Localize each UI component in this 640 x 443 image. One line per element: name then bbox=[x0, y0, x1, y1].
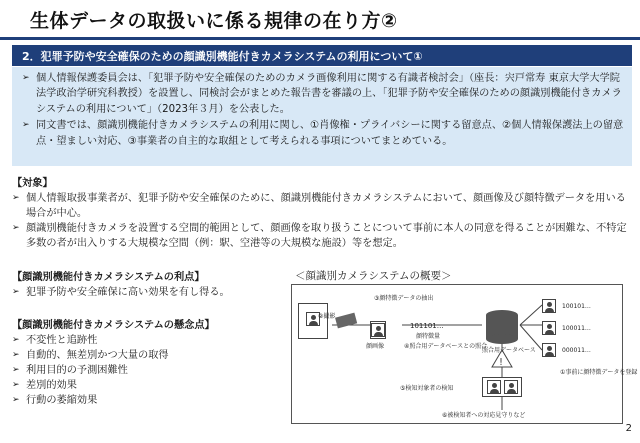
bullet-marker: ➢ bbox=[22, 73, 30, 83]
step-register: ①事前に顔特徴データを登録 bbox=[560, 369, 638, 376]
label-face-image: 顔画像 bbox=[366, 343, 385, 350]
registered-code: 000011… bbox=[562, 347, 591, 354]
person-icon bbox=[298, 303, 328, 339]
step-capture: ②撮影 bbox=[318, 313, 336, 320]
advantages-heading: 【顔識別機能付きカメラシステムの利点】 bbox=[12, 272, 205, 283]
section-header: 2．犯罪予防や安全確保のための顔識別機能付きカメラシステムの利用について① bbox=[12, 45, 632, 66]
concern-item: ➢ 自動的、無差別かつ大量の取得 bbox=[12, 350, 169, 361]
bullet-marker: ➢ bbox=[12, 395, 20, 405]
bullet-marker: ➢ bbox=[12, 193, 20, 203]
target-item: ➢ 個人情報取扱事業者が、犯罪予防や安全確保のために、顔識別機能付きカメラシステムにおいて、顔画像及び顔特徴データを用いる場合が中心。 bbox=[12, 193, 626, 219]
bullet-marker: ➢ bbox=[22, 120, 30, 131]
page-number: 2 bbox=[625, 423, 632, 434]
concerns-section bbox=[12, 318, 282, 408]
registered-face-icon bbox=[542, 343, 556, 357]
advantage-item: ➢ 犯罪予防や安全確保に高い効果を有し得る。 bbox=[12, 287, 230, 298]
advantages-section bbox=[12, 270, 282, 300]
bullet-marker: ➢ bbox=[12, 380, 20, 390]
registered-code: 100101… bbox=[562, 303, 591, 310]
registered-code: 100011… bbox=[562, 325, 591, 332]
summary-item: ➢ 個人情報保護委員会は、「犯罪予防や安全確保のためのカメラ画像利用に関する有識者検討会」（座長：宍戸常寿 東京大学大学院法学政治学研究科教授）を設置し、同検討会がまとめた報告書を審議の上、「犯罪予防や安全確保のための顔識別機能付きカメラシステムの利用について」（2023年３月）を公表した。 bbox=[22, 73, 622, 115]
concern-item: ➢ 利用目的の予測困難性 bbox=[12, 365, 128, 376]
svg-text:!: ! bbox=[499, 357, 504, 368]
label-database: 照合用データベース bbox=[482, 347, 536, 354]
face-image-icon bbox=[370, 321, 386, 339]
bullet-marker: ➢ bbox=[12, 365, 20, 375]
code-sample: 101101… bbox=[410, 322, 444, 330]
concern-item: ➢ 差別的効果 bbox=[12, 380, 77, 391]
step-match: ④照合用データベースとの照合 bbox=[404, 343, 488, 350]
title-rule bbox=[0, 37, 640, 40]
target-item: ➢ 顔識別機能付きカメラを設置する空間的範囲として、顔画像を取り扱うことについて事前に本人の同意を得ることが困難な、不特定多数の者が出入りする大規模な空間（例：駅、空港等の大規模な施設）等を想定。 bbox=[12, 223, 627, 249]
step-respond: ⑥被検知者への対応見守りなど bbox=[442, 412, 526, 419]
registered-face-icon bbox=[542, 299, 556, 313]
concerns-heading: 【顔識別機能付きカメラシステムの懸念点】 bbox=[12, 320, 215, 331]
target-section bbox=[12, 176, 632, 251]
camera-icon bbox=[335, 313, 357, 329]
system-diagram bbox=[291, 284, 638, 424]
concern-item: ➢ 行動の萎縮効果 bbox=[12, 395, 98, 406]
concern-item: ➢ 不変性と追跡性 bbox=[12, 335, 98, 346]
label-face-feature: 顔特徴量 bbox=[416, 333, 441, 340]
bullet-marker: ➢ bbox=[12, 223, 20, 233]
target-heading: 【対象】 bbox=[12, 178, 53, 189]
officers-icon bbox=[482, 377, 522, 397]
database-icon bbox=[486, 310, 518, 344]
page-title: 生体データの取扱いに係る規律の在り方② bbox=[30, 10, 398, 32]
summary-item: ➢ 同文書では、顔識別機能付きカメラシステムの利用に関し、①肖像権・プライバシーに関する留意点、②個人情報保護法上の留意点・望ましい対応、③事業者の自主的な取組として考えられる事項についてまとめている。 bbox=[22, 120, 624, 147]
bullet-marker: ➢ bbox=[12, 335, 20, 345]
registered-face-icon bbox=[542, 321, 556, 335]
bullet-marker: ➢ bbox=[12, 287, 20, 297]
step-extract: ③顔特徴データの抽出 bbox=[374, 295, 434, 302]
diagram-title: ＜顔識別カメラシステムの概要＞ bbox=[295, 270, 452, 282]
summary-box bbox=[12, 67, 632, 166]
step-detect: ⑤検知対象者の検知 bbox=[400, 385, 454, 392]
bullet-marker: ➢ bbox=[12, 350, 20, 360]
